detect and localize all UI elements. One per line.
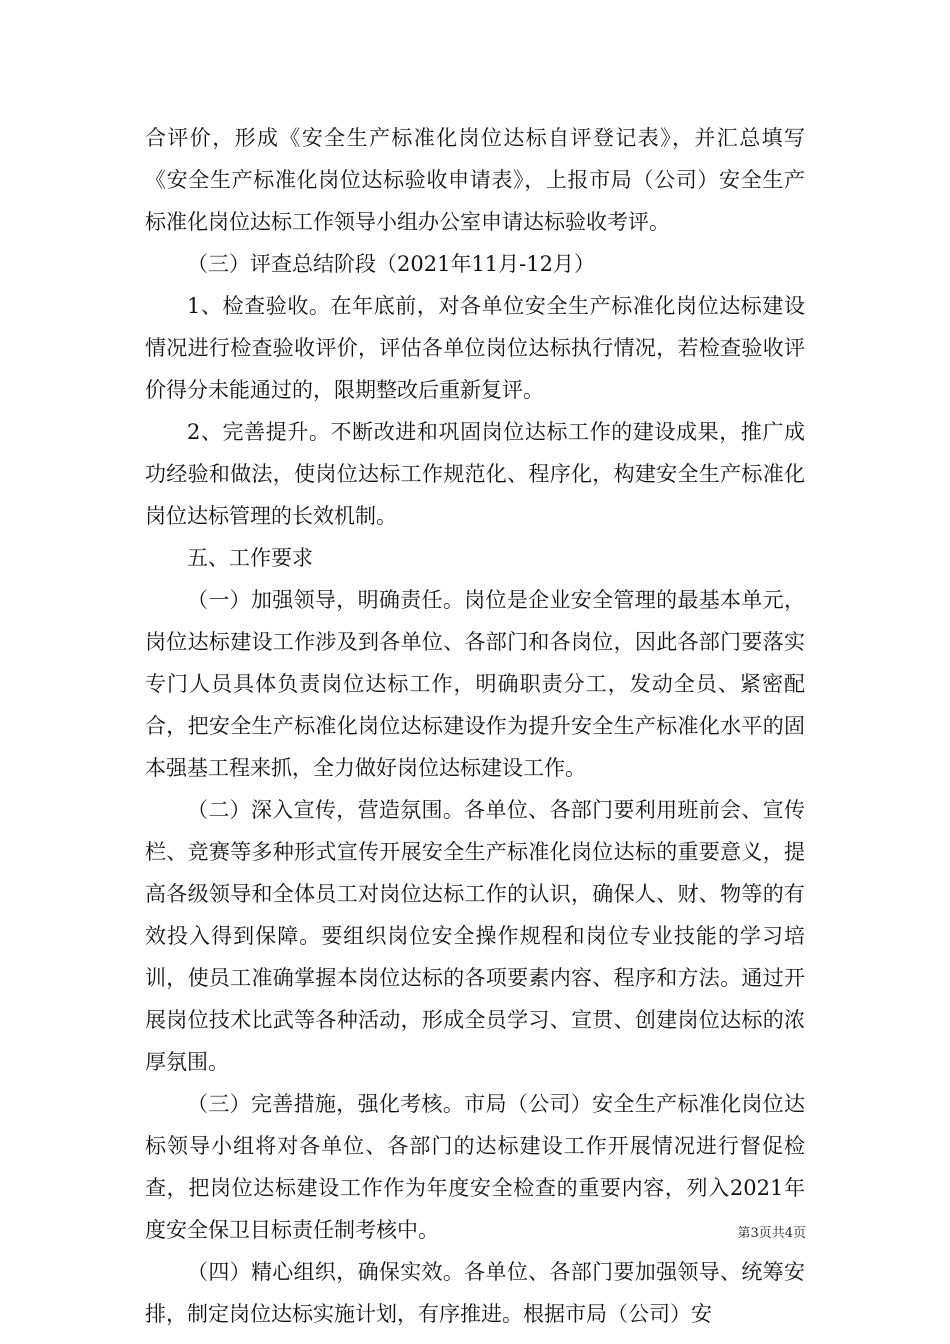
paragraph-4: 2、完善提升。不断改进和巩固岗位达标工作的建设成果，推广成功经验和做法，使岗位达标工作规范化、程序化，构建安全生产标准化岗位达标管理的长效机制。 [145,420,805,528]
paragraph-6: （一）加强领导，明确责任。岗位是企业安全管理的最基本单元，岗位达标建设工作涉及到各单位、各部门和各岗位，因此各部门要落实专门人员具体负责岗位达标工作，明确职责分工，发动全员、紧密配合，把安全生产标准化岗位达标建设作为提升安全生产标准化水平的固本强基工程来抓，全力做好岗位达标建设工作。 [145,588,805,780]
paragraph-9: （四）精心组织，确保实效。各单位、各部门要加强领导、统筹安排，制定岗位达标实施计划，有序推进。根据市局（公司）安 [145,1260,805,1326]
page-number: 第3页共4页 [737,1226,806,1241]
paragraph-7: （二）深入宣传，营造氛围。各单位、各部门要利用班前会、宣传栏、竞赛等多种形式宣传开展安全生产标准化岗位达标的重要意义，提高各级领导和全体员工对岗位达标工作的认识，确保人、财、物等的有效投入得到保障。要组织岗位安全操作规程和岗位专业技能的学习培训，使员工准确掌握本岗位达标的各项要素内容、程序和方法。通过开展岗位技术比武等各种活动，形成全员学习、宣贯、创建岗位达标的浓厚氛围。 [145,798,805,1074]
paragraph-8: （三）完善措施，强化考核。市局（公司）安全生产标准化岗位达标领导小组将对各单位、各部门的达标建设工作开展情况进行督促检查，把岗位达标建设工作作为年度安全检查的重要内容，列入2021年度安全保卫目标责任制考核中。 [145,1092,805,1242]
paragraph-3: 1、检查验收。在年底前，对各单位安全生产标准化岗位达标建设情况进行检查验收评价，评估各单位岗位达标执行情况，若检查验收评价得分未能通过的，限期整改后重新复评。 [145,294,805,402]
paragraph-1: 合评价，形成《安全生产标准化岗位达标自评登记表》，并汇总填写《安全生产标准化岗位达标验收申请表》，上报市局（公司）安全生产标准化岗位达标工作领导小组办公室申请达标验收考评。 [145,126,805,234]
paragraph-5: 五、工作要求 [187,546,313,570]
document-body [145,117,805,1335]
paragraph-2: （三）评查总结阶段（2021年11月-12月） [187,252,595,276]
